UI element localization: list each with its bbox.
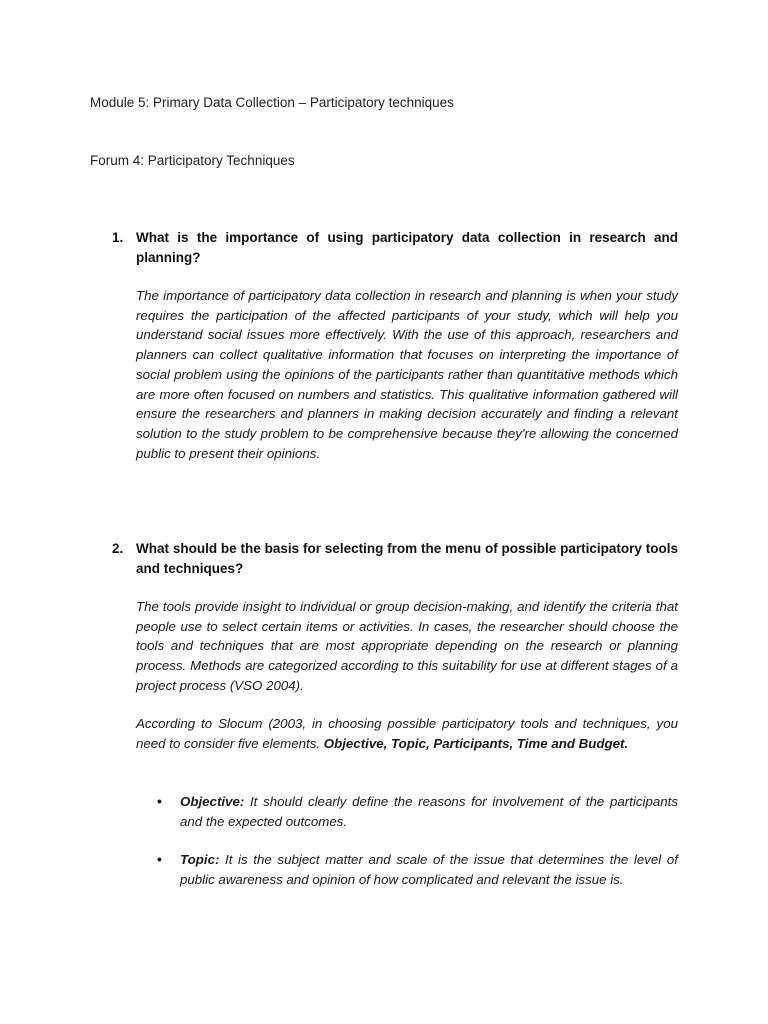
forum-title: Forum 4: Participatory Techniques [90, 153, 295, 168]
bullet-objective-description: It should clearly define the reasons for involvement of the participants and the expected outcomes. [180, 794, 678, 829]
question-1 [112, 228, 678, 268]
answer-2-paragraph-2 [136, 714, 678, 753]
bullet-topic-description: It is the subject matter and scale of the issue that determines the level of public awareness and opinion of how complicated and relevant the issue is. [180, 852, 678, 887]
question-1-number: 1. [112, 230, 124, 245]
question-2-text: What should be the basis for selecting from the menu of possible participatory tools and techniques? [136, 541, 678, 576]
answer-2-lead-text: According to Slocum (2003, in choosing possible participatory tools and techniques, you need to consider five elements. [136, 716, 678, 751]
question-2-number: 2. [112, 541, 124, 556]
answer-1: The importance of participatory data collection in research and planning is when your study requires the participation of the affected participants of your study, which will help you understand social issues more effectively. With the use of this approach, researchers and planners can collect qualitative information that focuses on interpreting the importance of social problem using the opinions of the participants rather than quantitative methods which are more often focused on numbers and statistics. This qualitative information gathered will ensure the researchers and planners in making decision accurately and finding a relevant solution to the study problem to be comprehensive because they're allowing the concerned public to present their opinions. [136, 288, 678, 461]
question-2 [112, 539, 678, 579]
bullet-marker: • [157, 793, 162, 809]
bullet-topic-text [180, 850, 678, 889]
bullet-topic [157, 850, 678, 889]
bullet-topic-term: Topic: [180, 852, 220, 867]
question-1-text: What is the importance of using participatory data collection in research and planning? [136, 230, 678, 265]
five-elements-list: Objective, Topic, Participants, Time and Budget. [323, 735, 629, 751]
answer-2-paragraph-1: The tools provide insight to individual or group decision-making, and identify the criteria that people use to select certain items or activities. In cases, the researcher should choose the tools and techniques that are most appropriate depending on the research or planning process. Methods are categorized according to this suitability for use at different stages of a project process (VSO 2004). [136, 599, 678, 693]
module-title: Module 5: Primary Data Collection – Participatory techniques [90, 95, 454, 110]
bullet-marker: • [157, 851, 162, 867]
bullet-objective-term: Objective: [180, 794, 245, 809]
bullet-objective-text [180, 792, 678, 831]
bullet-objective [157, 792, 678, 831]
